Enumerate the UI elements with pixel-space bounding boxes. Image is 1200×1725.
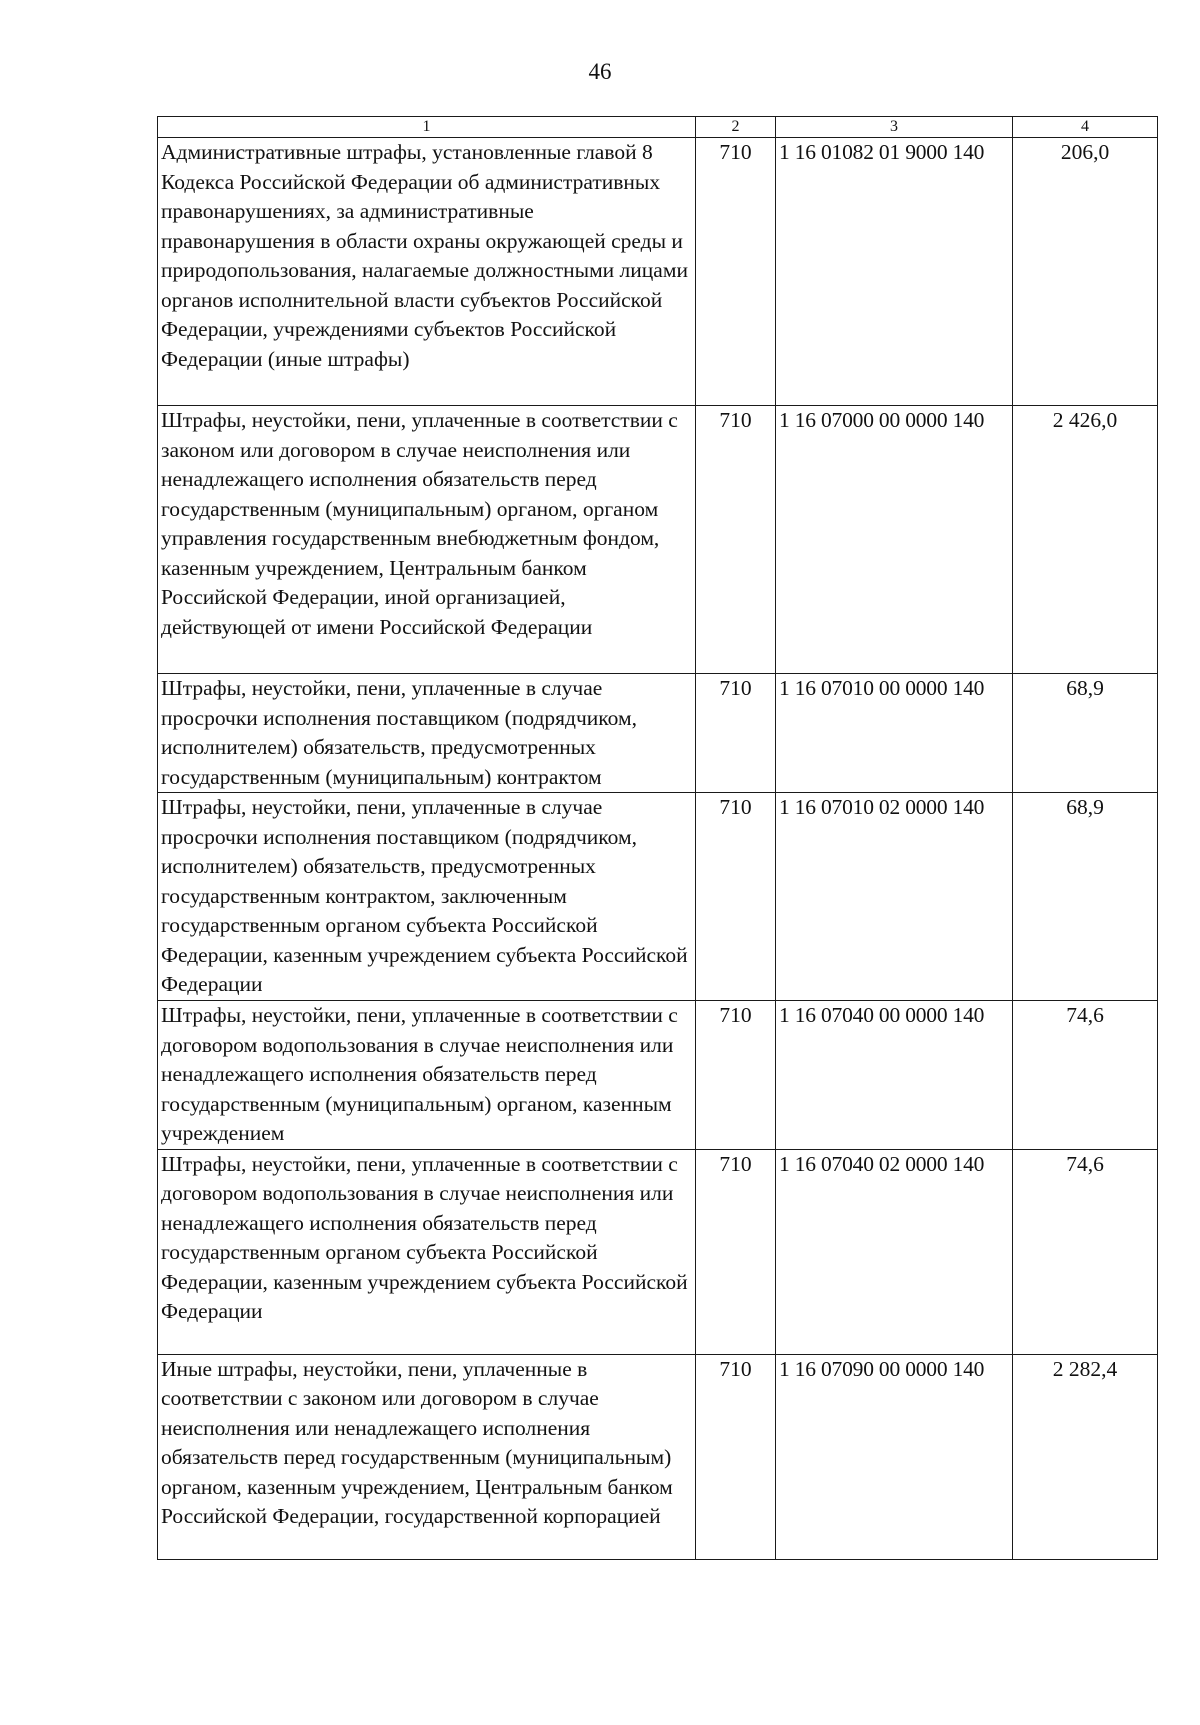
amount-cell: 68,9 [1013,793,1158,1001]
budget-classification-code-cell: 1 16 07000 00 0000 140 [776,406,1013,674]
column-header-1: 1 [158,117,696,138]
administrator-code-cell: 710 [696,793,776,1001]
revenue-name-cell: Административные штрафы, установленные главой 8 Кодекса Российской Федерации об административных правонарушениях, за административные правонарушения в области охраны окружающей среды и природопользования, налагаемые должностными лицами органов исполнительной власти субъектов Российской Федерации, учреждениями субъектов Российской Федерации (иные штрафы) [158,138,696,406]
revenue-name-cell: Штрафы, неустойки, пени, уплаченные в соответствии с законом или договором в случае неисполнения или ненадлежащего исполнения обязательств перед государственным (муниципальным) органом, органом управления государственным внебюджетным фондом, казенным учреждением, Центральным банком Российской Федерации, иной организацией, действующей от имени Российской Федерации [158,406,696,674]
budget-classification-code-cell: 1 16 07010 02 0000 140 [776,793,1013,1001]
revenue-name-cell: Штрафы, неустойки, пени, уплаченные в соответствии с договором водопользования в случае неисполнения или ненадлежащего исполнения обязательств перед государственным органом субъекта Российской Федерации, казенным учреждением субъекта Российской Федерации [158,1149,696,1354]
revenue-name-cell: Штрафы, неустойки, пени, уплаченные в случае просрочки исполнения поставщиком (подрядчиком, исполнителем) обязательств, предусмотренных государственным контрактом, заключенным государственным органом субъекта Российской Федерации, казенным учреждением субъекта Российской Федерации [158,793,696,1001]
table-row [158,138,1158,406]
budget-classification-code-cell: 1 16 07010 00 0000 140 [776,674,1013,793]
budget-classification-code-cell: 1 16 01082 01 9000 140 [776,138,1013,406]
amount-cell: 206,0 [1013,138,1158,406]
revenue-name-cell: Штрафы, неустойки, пени, уплаченные в случае просрочки исполнения поставщиком (подрядчиком, исполнителем) обязательств, предусмотренных государственным (муниципальным) контрактом [158,674,696,793]
revenue-name-cell: Иные штрафы, неустойки, пени, уплаченные в соответствии с законом или договором в случае неисполнения или ненадлежащего исполнения обязательств перед государственным (муниципальным) органом, казенным учреждением, Центральным банком Российской Федерации, государственной корпорацией [158,1354,696,1559]
budget-classification-code-cell: 1 16 07090 00 0000 140 [776,1354,1013,1559]
revenue-name-cell: Штрафы, неустойки, пени, уплаченные в соответствии с договором водопользования в случае неисполнения или ненадлежащего исполнения обязательств перед государственным (муниципальным) органом, казенным учреждением [158,1001,696,1150]
administrator-code-cell: 710 [696,1354,776,1559]
amount-cell: 68,9 [1013,674,1158,793]
column-header-2: 2 [696,117,776,138]
budget-classification-code-cell: 1 16 07040 00 0000 140 [776,1001,1013,1150]
page-number: 46 [588,59,612,84]
table-row [158,1149,1158,1354]
table-row [158,406,1158,674]
table-header-row [158,117,1158,138]
amount-cell: 2 282,4 [1013,1354,1158,1559]
table-row [158,793,1158,1001]
table-row [158,1001,1158,1150]
column-header-3: 3 [776,117,1013,138]
administrator-code-cell: 710 [696,138,776,406]
administrator-code-cell: 710 [696,406,776,674]
administrator-code-cell: 710 [696,1001,776,1150]
amount-cell: 2 426,0 [1013,406,1158,674]
table-row [158,674,1158,793]
amount-cell: 74,6 [1013,1001,1158,1150]
budget-revenue-table [157,116,1158,1560]
administrator-code-cell: 710 [696,674,776,793]
table-row [158,1354,1158,1559]
budget-classification-code-cell: 1 16 07040 02 0000 140 [776,1149,1013,1354]
administrator-code-cell: 710 [696,1149,776,1354]
amount-cell: 74,6 [1013,1149,1158,1354]
column-header-4: 4 [1013,117,1158,138]
